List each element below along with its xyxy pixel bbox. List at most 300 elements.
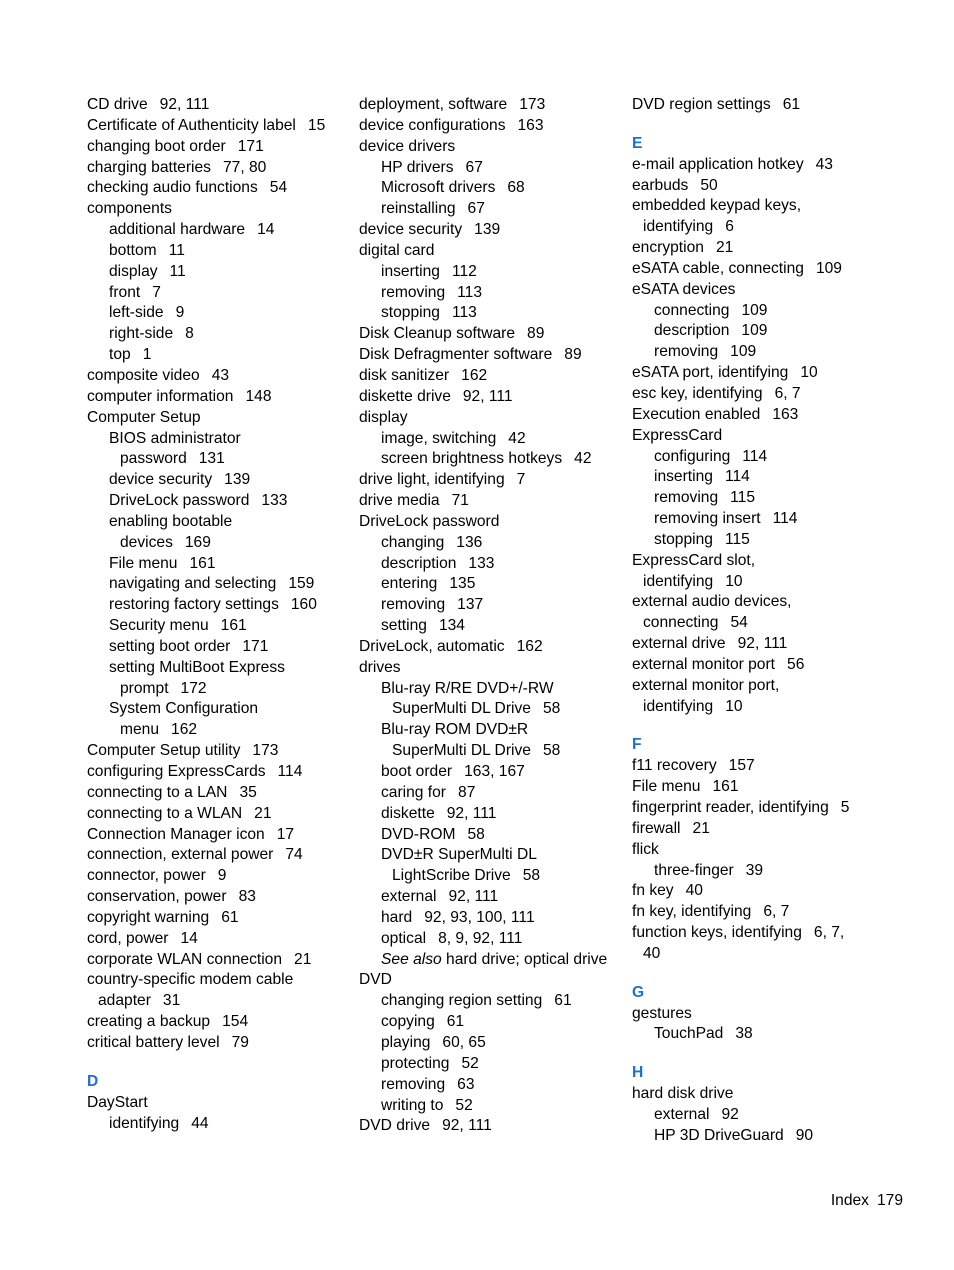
entry-page-numbers: 113 [451,304,477,322]
entry-page-numbers: 14 [257,221,275,239]
entry-term: navigating and selecting [109,575,277,593]
entry-term: devices [120,533,173,551]
entry-term: protecting [381,1054,450,1072]
entry-term: SuperMulti DL Drive [392,742,531,760]
section-letter: E [632,134,643,152]
entry-term: CD drive [87,96,148,113]
entry-term: country-specific modem cable [87,971,294,989]
entry-term: changing [381,533,445,551]
entry-term: corporate WLAN connection [87,950,283,968]
entry-page-numbers: 77, 80 [222,158,267,176]
entry-term: DriveLock, automatic [359,637,505,655]
index-subentry [87,574,352,595]
entry-term: connecting [654,301,730,319]
entry-page-numbers: 90 [795,1126,814,1144]
index-subentry [359,429,624,450]
entry-page-numbers: 133 [468,554,495,572]
entry-term: external drive [632,635,726,653]
entry-term: removing [381,283,446,301]
entry-term: HP 3D DriveGuard [654,1126,784,1144]
index-entry [359,220,624,241]
index-entry [87,741,352,762]
section-gap [632,116,892,134]
entry-term: inserting [381,262,440,280]
entry-page-numbers: 171 [242,637,269,655]
index-entry [632,280,892,301]
index-entry [87,199,352,220]
entry-term: gestures [632,1004,692,1022]
entry-page-numbers: 92, 111 [737,635,788,653]
entry-term: Execution enabled [632,405,761,423]
index-subentry [87,324,352,345]
index-entry [359,1116,624,1137]
index-subentry [632,1024,892,1045]
entry-page-numbers: 92, 111 [462,387,513,405]
entry-term: drive media [359,492,440,510]
entry-term: writing to [381,1096,444,1114]
entry-term: inserting [654,468,713,486]
index-subentry [359,804,624,825]
entry-term: identifying [643,218,714,236]
entry-term: conservation, power [87,888,227,906]
entry-page-numbers: 133 [261,492,288,510]
entry-term: LightScribe Drive [392,867,511,885]
entry-page-numbers: 11 [169,262,186,280]
index-entry [359,970,624,991]
index-entry [359,241,624,262]
index-subentry [87,512,352,533]
section-letter: F [632,736,642,754]
index-subentry [87,699,352,720]
entry-page-numbers: 17 [276,825,295,843]
index-entry [632,881,892,902]
index-entry-continuation [87,991,352,1012]
entry-term: Blu-ray ROM DVD±R [381,721,529,739]
entry-page-numbers: 161 [220,617,247,635]
entry-term: identifying [643,697,714,715]
entry-page-numbers: 114 [772,510,798,528]
entry-page-numbers: 38 [735,1025,753,1043]
entry-page-numbers: 74 [285,846,303,864]
index-subentry-continuation [359,866,624,887]
index-subentry [359,762,624,783]
entry-page-numbers: 21 [715,239,734,257]
entry-term: TouchPad [654,1025,724,1043]
index-subentry [632,342,892,363]
entry-term: identifying [109,1114,180,1132]
index-subentry [359,845,624,866]
entry-term: DVD region settings [632,96,771,113]
entry-page-numbers: 5 [840,799,850,816]
entry-term: stopping [381,304,440,322]
entry-page-numbers: 6 [725,218,734,236]
entry-page-numbers: 109 [815,259,842,277]
index-entry [632,551,892,572]
index-entry [632,176,892,197]
entry-page-numbers: 61 [782,96,801,113]
index-subentry-continuation [87,449,352,470]
index-subentry [632,861,892,882]
entry-page-numbers: 71 [451,492,469,510]
index-entry [632,902,892,923]
index-subentry [359,720,624,741]
entry-term: device security [359,221,463,239]
entry-page-numbers: 39 [745,861,764,879]
index-subentry [359,1012,624,1033]
index-subentry [359,1054,624,1075]
entry-term: boot order [381,763,453,780]
entry-page-numbers: 7 [152,283,161,301]
entry-term: esc key, identifying [632,384,763,402]
index-entry [359,95,624,116]
entry-term: enabling bootable [109,512,233,530]
index-subentry [359,262,624,283]
entry-page-numbers: 115 [724,530,750,548]
entry-term: connecting to a WLAN [87,804,243,822]
entry-term: creating a backup [87,1013,211,1031]
footer-label: Index [830,1192,869,1209]
footer-page-number: 179 [876,1192,903,1209]
entry-term: screen brightness hotkeys [381,450,563,468]
index-entry [87,95,352,116]
entry-term: Certificate of Authenticity label [87,116,296,134]
index-entry [359,324,624,345]
index-subentry [87,429,352,450]
entry-page-numbers: 50 [700,176,718,194]
entry-term: device security [109,471,213,489]
index-subentry [87,303,352,324]
index-entry [87,158,352,179]
entry-term: setting MultiBoot Express [109,658,285,676]
index-subentry-continuation [359,741,624,762]
index-subentry [87,283,352,304]
entry-term: diskette [381,804,435,822]
index-entry [632,1084,892,1105]
entry-term: computer information [87,387,234,405]
section-gap [632,717,892,735]
index-entry-continuation [632,613,892,634]
index-subentry [87,220,352,241]
index-subentry [87,345,352,366]
entry-page-numbers: 35 [239,783,257,801]
entry-page-numbers: 6, 7 [763,903,790,921]
entry-page-numbers: 10 [725,697,743,715]
index-entry [87,1012,352,1033]
entry-page-numbers: 137 [457,596,484,614]
index-entry [632,840,892,861]
index-entry [87,137,352,158]
entry-term: Security menu [109,617,209,635]
entry-term: menu [120,721,160,739]
entry-term: removing [654,343,719,361]
entry-term: description [381,554,457,572]
entry-term: playing [381,1033,431,1051]
entry-term: copying [381,1013,435,1031]
entry-term: setting [381,617,427,635]
entry-page-numbers: 114 [724,468,750,486]
entry-term: eSATA cable, connecting [632,259,804,277]
entry-term: password [120,450,187,468]
entry-term: drive light, identifying [359,471,505,489]
index-entry-continuation [632,572,892,593]
entry-term: removing [381,596,446,614]
entry-page-numbers: 162 [516,637,543,655]
entry-term: removing insert [654,510,761,528]
index-entry [632,676,892,697]
entry-page-numbers: 8, 9, 92, 111 [438,929,523,947]
entry-term: DriveLock password [359,512,500,530]
entry-term: embedded keypad keys, [632,197,802,215]
entry-page-numbers: 160 [290,596,317,614]
entry-page-numbers: 21 [294,950,312,968]
index-subentry [87,241,352,262]
entry-page-numbers: 115 [730,489,756,507]
entry-term: caring for [381,783,447,801]
entry-page-numbers: 114 [277,763,303,780]
entry-page-numbers: 162 [171,721,198,739]
index-entry [632,426,892,447]
index-entry [632,196,892,217]
index-entry [87,387,352,408]
index-subentry [87,491,352,512]
entry-page-numbers: 9 [217,867,227,885]
entry-page-numbers: 52 [461,1054,479,1072]
entry-term: three-finger [654,861,734,879]
entry-page-numbers: 172 [180,679,207,697]
entry-term: connection, external power [87,846,274,864]
entry-page-numbers: 92 [721,1105,739,1123]
see-also-label: See also [381,950,442,968]
entry-term: e-mail application hotkey [632,155,804,173]
entry-term: Disk Cleanup software [359,325,516,343]
section-gap [87,1054,352,1072]
entry-page-numbers: 161 [712,778,739,796]
entry-page-numbers: 6, 7, [813,924,845,942]
index-subentry [359,303,624,324]
index-subentry [359,574,624,595]
entry-term: File menu [632,778,701,796]
entry-term: Microsoft drivers [381,179,496,197]
entry-page-numbers: 109 [741,322,768,340]
entry-term: left-side [109,304,164,322]
index-entry-continuation [632,697,892,718]
entry-page-numbers: 7 [516,471,526,489]
entry-page-numbers: 169 [184,533,211,551]
entry-term: drives [359,658,401,676]
entry-term: deployment, software [359,96,508,113]
entry-term: DVD [359,971,392,989]
entry-term: top [109,346,131,364]
index-subentry [359,929,624,950]
index-subentry [87,658,352,679]
entry-page-numbers: 68 [507,179,525,197]
index-entry [87,1033,352,1054]
index-subentry [359,178,624,199]
entry-term: encryption [632,239,704,257]
index-entry [632,363,892,384]
entry-term: hard [381,908,413,926]
entry-term: configuring [654,447,731,465]
entry-term: changing boot order [87,137,226,155]
entry-term: BIOS administrator [109,429,241,447]
index-entry [359,345,624,366]
entry-page-numbers: 8 [185,325,194,343]
index-column-3 [632,95,892,1147]
index-entry [359,116,624,137]
index-entry [87,804,352,825]
entry-term: Computer Setup [87,408,201,426]
index-entry [87,178,352,199]
entry-page-numbers: 1 [142,346,152,364]
entry-page-numbers: 58 [542,742,561,760]
index-entry [87,887,352,908]
entry-page-numbers: 109 [741,301,768,319]
entry-page-numbers: 139 [474,221,501,239]
entry-term: SuperMulti DL Drive [392,700,531,718]
index-entry [359,366,624,387]
index-entry [632,592,892,613]
entry-page-numbers: 15 [307,116,326,134]
entry-term: DriveLock password [109,492,250,510]
index-entry [87,825,352,846]
entry-term: fn key [632,882,674,900]
entry-term: critical battery level [87,1033,220,1051]
entry-page-numbers: 92, 111 [159,96,210,113]
index-entry [87,845,352,866]
entry-page-numbers: 92, 93, 100, 111 [424,908,535,926]
index-entry [632,777,892,798]
entry-page-numbers: 112 [451,262,477,280]
entry-term: removing [654,489,719,507]
entry-term: flick [632,840,659,858]
index-subentry [632,1126,892,1147]
entry-page-numbers: 136 [456,533,483,551]
index-subentry [632,301,892,322]
entry-term: connecting [643,614,719,632]
entry-page-numbers: 171 [237,137,264,155]
entry-term: composite video [87,366,200,384]
entry-term: entering [381,575,438,593]
entry-page-numbers: 67 [465,158,483,176]
index-subentry [359,1075,624,1096]
index-entry [359,470,624,491]
entry-term: reinstalling [381,200,456,218]
entry-term: device drivers [359,137,456,155]
entry-page-numbers: 135 [449,575,476,593]
index-subentry [359,158,624,179]
entry-term: cord, power [87,929,169,947]
index-subentry [632,467,892,488]
entry-term: adapter [98,992,151,1010]
entry-page-numbers: 14 [180,929,198,947]
entry-term: DVD drive [359,1117,431,1135]
entry-term: ExpressCard [632,426,723,444]
index-entry [632,819,892,840]
entry-term: optical [381,929,427,947]
entry-page-numbers: 61 [221,908,239,926]
entry-term: DayStart [87,1093,148,1111]
entry-page-numbers: 44 [191,1114,209,1132]
entry-term: changing region setting [381,992,543,1010]
entry-page-numbers: 79 [231,1033,249,1051]
entry-term: 40 [643,944,661,962]
entry-term: external audio devices, [632,593,792,611]
entry-term: right-side [109,325,174,343]
entry-page-numbers: 162 [461,366,488,384]
index-entry [87,970,352,991]
index-entry [632,756,892,777]
index-column-2 [359,95,624,1137]
index-entry [87,762,352,783]
entry-term: firewall [632,819,681,837]
index-subentry [632,321,892,342]
entry-term: function keys, identifying [632,924,802,942]
index-subentry [359,783,624,804]
entry-term: external monitor port, [632,676,780,694]
index-subentry [359,449,624,470]
entry-page-numbers: 11 [168,241,185,259]
index-entry [87,950,352,971]
index-entry [632,1004,892,1025]
entry-page-numbers: 10 [725,572,743,590]
entry-term: DVD±R SuperMulti DL [381,846,537,864]
entry-page-numbers: 60, 65 [442,1033,486,1051]
entry-term: Computer Setup utility [87,742,241,760]
entry-page-numbers: 58 [467,825,485,843]
index-entry-continuation [632,217,892,238]
entry-page-numbers: 173 [252,742,279,760]
index-subentry [632,530,892,551]
entry-page-numbers: 31 [162,992,181,1010]
entry-page-numbers: 139 [224,471,251,489]
entry-page-numbers: 163, 167 [464,763,525,780]
entry-page-numbers: 6, 7 [774,384,801,402]
section-gap [632,1045,892,1063]
entry-page-numbers: 42 [508,429,526,447]
index-entry [359,137,624,158]
entry-term: additional hardware [109,221,246,239]
entry-term: external [381,888,437,906]
entry-term: disk sanitizer [359,366,450,384]
index-subentry [359,595,624,616]
page-footer [831,1192,903,1210]
entry-page-numbers: 52 [455,1096,473,1114]
entry-page-numbers: 89 [527,325,545,343]
entry-term: connector, power [87,867,206,885]
index-entry [632,384,892,405]
entry-term: digital card [359,241,435,259]
index-subentry [632,447,892,468]
section-letter: H [632,1064,644,1082]
entry-term: description [654,322,730,340]
see-also-target: hard drive; optical drive [441,950,608,968]
index-entry [359,387,624,408]
entry-page-numbers: 58 [542,700,561,718]
entry-page-numbers: 56 [787,655,805,673]
index-entry [87,1093,352,1114]
index-entry [632,798,892,819]
entry-term: eSATA port, identifying [632,364,789,382]
index-entry-continuation [632,944,892,965]
section-letter: G [632,983,645,1001]
index-subentry [632,1105,892,1126]
entry-term: display [109,262,158,280]
entry-page-numbers: 10 [800,364,818,382]
entry-term: f11 recovery [632,757,717,775]
index-entry [632,155,892,176]
section-gap [632,965,892,983]
index-subentry [87,554,352,575]
